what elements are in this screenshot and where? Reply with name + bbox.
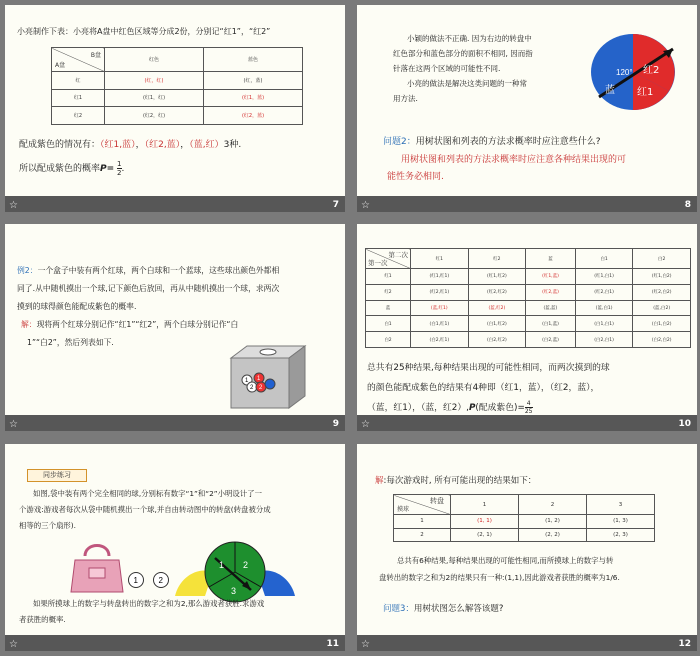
table-row: 红1 (红1,红1) (红1,红2) (红1,蓝) (红1,白1) (红1,白2)	[366, 269, 691, 285]
table-row: 红1 (红1，红) (红1，蓝)	[52, 89, 303, 107]
slide12-question: 问题3：用树状图怎么解答该题?	[383, 604, 504, 614]
slide7-probability: 所以配成紫色的概率P= $\frac{1}{2}$ .	[19, 160, 125, 177]
svg-text:2: 2	[259, 385, 263, 391]
slide-8	[357, 5, 697, 212]
slide-7	[5, 5, 345, 212]
spinner-three-sectors	[175, 538, 295, 604]
slide-10	[357, 224, 697, 431]
slide-number: 10	[678, 419, 691, 429]
slide12-para: 总共有6种结果,每种结果出现的可能性相同,而所摸球上的数字与转 盘转出的数字之和为2的结果只有一种:(1,1),因此游戏者获胜的概率为1/6.	[379, 556, 620, 582]
handbag-illustration	[69, 538, 125, 596]
slide10-table: 第二次 第一次 红1 红2 蓝 白1 白2 红1 (红1,红1) (红1,红2) (红1,蓝) (红1,白1) (红1,白2) 红2 (红2,红1) (红2,红2) (红2,蓝) (红2,白1) (红2,白2) 蓝 (蓝,红1) (蓝,红2) (蓝,蓝) (蓝,白1) (蓝,白2) 白1 (白1,红1) (白1,红2) (白1,蓝) (白1,白1) (白1,白2) 白2 (白2,红1) (白2,红2) (白2,蓝) (白2,白1) (白2,白2)	[365, 248, 691, 348]
footer-bar	[357, 415, 697, 431]
slide-12	[357, 444, 697, 651]
frac-denominator: 25	[524, 408, 533, 415]
table-row: 1 (1, 1) (1, 2) (1, 3)	[394, 515, 655, 529]
slide8-para1: 小颖的做法不正确. 因为右边的转盘中 红色部分和蓝色部分的面积不相同, 因而指 针落在这两个区域的可能性不同. 小亮的做法是解决这类问题的一种常 用方法.	[393, 34, 533, 103]
star-icon: ☆	[9, 200, 18, 211]
star-icon: ☆	[361, 200, 370, 211]
svg-text:3: 3	[231, 586, 237, 596]
slide-9	[5, 224, 345, 431]
slide8-answer: 用树状图和列表的方法求概率时应注意各种结果出现的可 能性务必相同.	[387, 155, 627, 182]
spinner-red2-label: 红2	[643, 65, 660, 76]
svg-text:2: 2	[243, 560, 249, 570]
slide-number: 9	[332, 419, 339, 429]
svg-text:1: 1	[219, 560, 225, 570]
spinner-blue-label: 蓝	[605, 85, 615, 96]
svg-text:1: 1	[245, 378, 249, 384]
slide-number: 8	[684, 200, 691, 210]
table-row: 白2 (白2,红1) (白2,红2) (白2,蓝) (白2,白1) (白2,白2)	[366, 332, 691, 348]
svg-text:2: 2	[250, 385, 254, 391]
spinner-red1-label: 红1	[637, 87, 654, 98]
spinner-diagram	[583, 27, 683, 117]
table-header: 红色	[105, 48, 204, 72]
footer-bar	[357, 196, 697, 212]
table-row: 红 (红，红) (红，蓝)	[52, 72, 303, 90]
slide-11	[5, 444, 345, 651]
star-icon: ☆	[9, 419, 18, 430]
star-icon: ☆	[361, 639, 370, 650]
table-corner: B盘 A盘	[52, 48, 105, 72]
footer-bar	[5, 196, 345, 212]
slide7-table	[51, 47, 303, 125]
star-icon: ☆	[9, 639, 18, 650]
slide7-combos: 配成紫色的情况有：（红1,蓝），（红2,蓝），（蓝,红）3种.	[19, 140, 242, 150]
table-row: 2 (2, 1) (2, 2) (2, 3)	[394, 528, 655, 542]
spinner-angle-label: 120°	[616, 68, 633, 77]
ball-circles	[127, 570, 173, 590]
table-corner: 第二次 第一次	[366, 249, 411, 269]
slide-number: 12	[678, 639, 691, 649]
slide9-example: 例2：一个盒子中装有两个红球，两个白球和一个蓝球，这些球出颜色外都相 同了.从中随机摸出一个球,记下颜色后放回，再从中随机摸出一个球，求两次 摸到的球得颜色能配成紫色的概率. 解：现将两个红球分别记作“红1”“红2”，两个白球分别记作“白 1”“白2”，然后列表如下.	[17, 266, 280, 347]
footer-bar	[5, 635, 345, 651]
slide11-para1: 如图,袋中装有两个完全相同的球,分别标有数字“1”和“2”小明设计了一 个游戏:游戏者每次从袋中随机摸出一个球,并自由转动图中的转盘(转盘被分成 相等的三个扇形).	[19, 489, 271, 530]
slide12-table: 转盘 摸球 1 2 3 1 (1, 1) (1, 2) (1, 3) 2 (2, 1) (2, 2) (2, 3)	[393, 494, 655, 542]
svg-text:1: 1	[133, 576, 138, 585]
table-row: 白1 (白1,红1) (白1,红2) (白1,蓝) (白1,白1) (白1,白2)	[366, 316, 691, 332]
table-row: 红2 (红2,红1) (红2,红2) (红2,蓝) (红2,白1) (红2,白2)	[366, 284, 691, 300]
slide8-question: 问题2：用树状图和列表的方法求概率时应注意些什么?	[383, 137, 601, 147]
ball-box-illustration	[225, 342, 309, 412]
table-row: 红2 (红2，红) (红2，蓝)	[52, 107, 303, 125]
prob-denominator: 2	[117, 169, 122, 177]
practice-tag: 同步练习	[27, 469, 87, 482]
slide-number: 11	[326, 639, 339, 649]
footer-bar	[5, 415, 345, 431]
slide10-conclusion: 总共有25种结果,每种结果出现的可能性相同，而两次摸到的球 的颜色能配成紫色的结果有4种即（红1，蓝），（红2，蓝）， （蓝，红1），（蓝，红2）,P(配成紫色)= $\frac{4}{25}$	[367, 363, 610, 415]
star-icon: ☆	[361, 419, 370, 430]
footer-bar	[357, 635, 697, 651]
frac-numerator: 4	[526, 400, 531, 407]
svg-text:1: 1	[257, 376, 261, 382]
table-corner: 转盘 摸球	[394, 495, 451, 515]
slide7-intro: 小亮制作下表：小亮将A盘中红色区域等分成2份，分别记“红1”，“红2”	[17, 27, 271, 36]
svg-text:2: 2	[158, 576, 163, 585]
prob-numerator: 1	[117, 160, 122, 168]
slide12-solution: 解:每次游戏时, 所有可能出现的结果如下：	[375, 476, 537, 486]
slide11-para2: 如果所摸球上的数字与转盘转出的数字之和为2,那么游戏者获胜.求游戏 者获胜的概率.	[19, 599, 265, 624]
table-row: 蓝 (蓝,红1) (蓝,红2) (蓝,蓝) (蓝,白1) (蓝,白2)	[366, 300, 691, 316]
slide-number: 7	[332, 200, 339, 210]
table-header: 蓝色	[204, 48, 303, 72]
